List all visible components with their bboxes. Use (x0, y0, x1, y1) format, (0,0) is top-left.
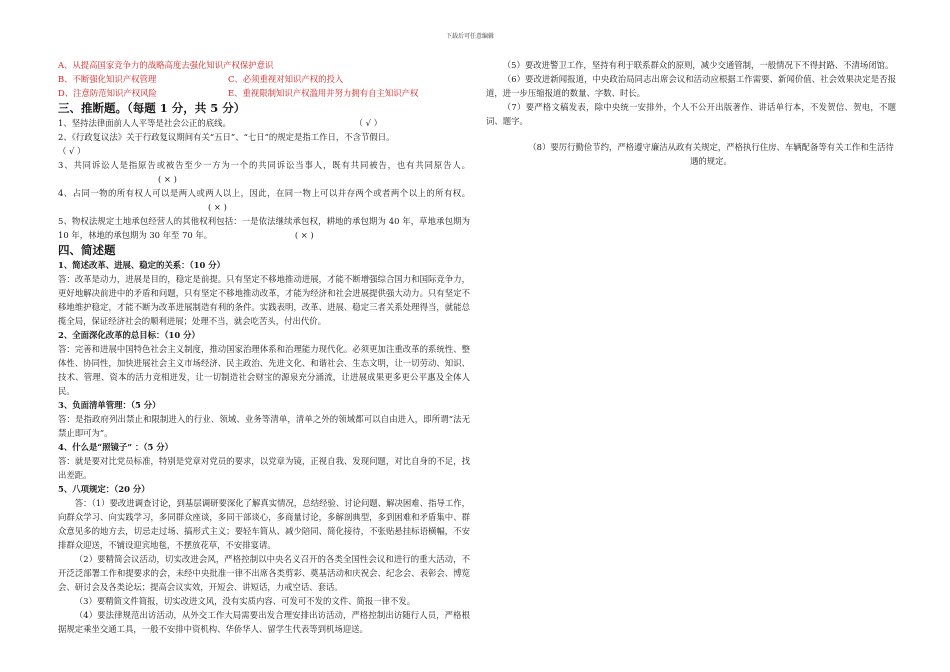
short-answer-3-body: 答：是指政府列出禁止和限制进入的行业、领域、业务等清单，清单之外的领域都可以自由进入，即所谓“法无禁止即可为”。 (58, 414, 470, 438)
eight-rules-item-1: 答：（1）要改进调查讨论，到基层调研要深化了解真实情况，总结经验、讨论问题、解决困难、指导工作，向群众学习、向实践学习，多同群众座谈，多同干部谈心，多商量讨论，多解剖典型，多到困难和矛盾集中、群众意见多的地方去，切忌走过场、搞形式主义；要轻车简从、减少陪同、简化接待，不张贴悬挂标语横幅，不安排群众迎送，不铺设迎宾地毯，不摆放花草，不安排宴请。 (58, 498, 470, 550)
section-3-title: 三、推断题。（每题 1 分，共 5 分） (58, 101, 246, 115)
short-answer-1-body: 答：改革是动力，进展是目的，稳定是前提。只有坚定不移地推动进展，才能不断增强综合国力和国际竞争力，更好地解决前进中的矛盾和问题，只有坚定不移地推动改革，才能为经济和社会进展提供强大动力。只有坚定不移地维护稳定，才能不断为改革进展制造有利的条件。实践表明，改革、进展、稳定三者关系处理得当，就能总揽全局，保证经济社会的顺利进展；处理不当，就会吃苦头，付出代价。 (58, 274, 470, 326)
tf-question-1 (58, 116, 470, 130)
tf-question-5-text: 5、物权法规定土地承包经营人的其他权利包括：一是依法继续承包权，耕地的承包期为 40 年，草地承包期为 10 年，林地的承包期为 30 年至 70 年。 (58, 216, 470, 240)
tf-question-1-text: 1、坚持法律面前人人平等是社会公正的底线。 (58, 118, 231, 128)
eight-rules-item-8: （8）要厉行勤俭节约，严格遵守廉洁从政有关规定，严格执行住房、车辆配备等有关工作和生活待遇的规定。 (528, 142, 894, 166)
short-answer-4-title: 4、什么是“照镜子” ：（5 分） (58, 442, 174, 452)
eight-rules-item-2: （2）要精简会议活动，切实改进会风，严格控制以中央名义召开的各类全国性会议和进行的重大活动，不开泛泛部署工作和提要求的会，未经中央批准一律不出席各类剪彩、奠基活动和庆祝会、纪念会、表彰会、博览会、研讨会及各类论坛；提高会议实效，开短会、讲短话，力戒空话、套话。 (58, 554, 470, 592)
eight-rules-item-3: （3）要精简文件简报，切实改进文风，没有实质内容、可发可不发的文件、简报一律不发。 (74, 596, 416, 606)
option-d: D、注意防范知识产权风险 (58, 88, 157, 98)
short-answer-2-body: 答：完善和进展中国特色社会主义制度，推动国家治理体系和治理能力现代化。必须更加注重改革的系统性、整体性、协同性，加快进展社会主义市场经济、民主政治、先进文化、和谐社会、生态文明，让一切劳动、知识、技术、管理、资本的活力竞相迸发，让一切制造社会财宝的源泉充分涌流，让进展成果更多更公平惠及全体人民。 (58, 344, 470, 396)
option-row-de (58, 86, 470, 100)
tf-question-4-mark: ( × ) (208, 202, 227, 212)
tf-question-2-text: 2、《行政复议法》关于行政复议期间有关“五日”、“七日”的规定是指工作日，不含节假日。 (58, 132, 395, 142)
left-column (58, 58, 470, 636)
option-e: E、重视限制知识产权滥用并努力拥有自主知识产权 (228, 88, 419, 98)
short-answer-4-body: 答：就是要对比党员标准，特别是党章对党员的要求，以党章为镜，正视自我、发现问题，对比自身的不足，找出差距。 (58, 456, 470, 480)
eight-rules-item-5: （5）要改进警卫工作，坚持有利于联系群众的原则，减少交通管制，一般情况下不得封路、不清场闭馆。 (502, 60, 894, 70)
right-column (486, 58, 896, 168)
spacer (486, 128, 896, 140)
eight-rules-item-7: （7）要严格文稿发表，除中央统一安排外，个人不公开出版著作、讲话单行本，不发贺信、贺电，不题词、题字。 (486, 102, 896, 126)
tf-question-4 (58, 186, 470, 214)
page-header-note: 下载后可任意编辑 (446, 33, 495, 40)
tf-question-2-mark: （ √ ） (58, 146, 86, 156)
short-answer-1-title: 1、简述改革、进展、稳定的关系：（10 分） (58, 260, 225, 270)
eight-rules-item-6: （6）要改进新闻报道，中央政治局同志出席会议和活动应根据工作需要、新闻价值、社会效果决定是否报道，进一步压缩报道的数量、字数、时长。 (486, 74, 896, 98)
eight-rules-item-4: （4）要法律规范出访活动，从外交工作大局需要出发合理安排出访活动，严格控制出访随行人员，严格根据规定乘坐交通工具，一般不安排中资机构、华侨华人、留学生代表等到机场迎送。 (58, 610, 470, 634)
tf-question-2 (58, 130, 470, 158)
section-4-title: 四、简述题 (58, 243, 116, 257)
tf-question-3 (58, 158, 470, 186)
tf-question-5-mark: ( × ) (294, 230, 314, 240)
option-a: A、从提高国家竞争力的战略高度去强化知识产权保护意识 (58, 60, 274, 70)
short-answer-5-title: 5、八项规定：（20 分） (58, 484, 150, 494)
tf-question-1-mark: （ √ ） (354, 118, 382, 128)
tf-question-5 (58, 214, 470, 242)
short-answer-2-title: 2、全面深化改革的总目标：（10 分） (58, 330, 200, 340)
short-answer-3-title: 3、负面清单管理：（5 分） (58, 400, 161, 410)
tf-question-3-text: 3、共同诉讼人是指原告或被告至少一方为一个的共同诉讼当事人，既有共同被告，也有共同原告人。 (58, 160, 470, 170)
option-c: C、必须重视对知识产权的投入 (228, 74, 344, 84)
option-b: B、不断强化知识产权管理 (58, 74, 157, 84)
tf-question-3-mark: ( × ) (158, 174, 177, 184)
tf-question-4-text: 4、占同一物的所有权人可以是两人或两人以上，因此，在同一物上可以并存两个或者两个以上的所有权。 (58, 188, 470, 198)
option-row-bc (58, 72, 470, 86)
